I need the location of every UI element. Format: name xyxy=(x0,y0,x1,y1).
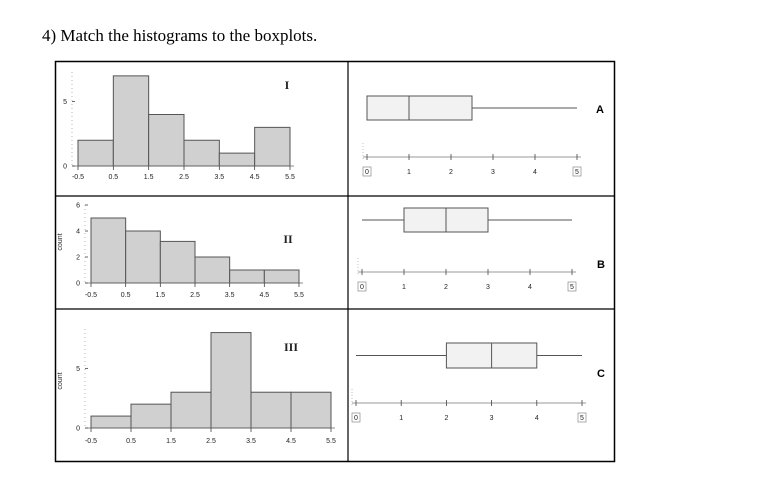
histogram-bar xyxy=(264,270,299,283)
histogram-bar xyxy=(230,270,265,283)
x-tick-label: 1.5 xyxy=(143,174,154,181)
histogram-bar xyxy=(195,257,230,283)
y-tick-label: 5 xyxy=(63,99,67,107)
boxplot-axis-label: 0 xyxy=(365,169,369,176)
boxplot-axis-label: 1 xyxy=(402,284,406,291)
boxplot-axis-label: 0 xyxy=(360,284,364,291)
box-c xyxy=(352,343,605,422)
boxplot-axis-label: 4 xyxy=(528,284,532,291)
x-tick-label: 4.5 xyxy=(249,174,260,181)
x-tick-label: 4.5 xyxy=(259,292,270,299)
histogram-roman-label: I xyxy=(284,78,290,92)
boxplot-axis-label: 1 xyxy=(407,169,411,176)
x-tick-label: -0.5 xyxy=(84,438,98,445)
histogram-bar xyxy=(149,114,184,166)
boxplot-axis-label: 3 xyxy=(491,169,495,176)
boxplot-axis-label: 1 xyxy=(399,415,404,422)
histogram-bar xyxy=(255,127,290,166)
y-tick-label: 4 xyxy=(76,228,80,236)
box-b xyxy=(358,208,605,291)
x-tick-label: 2.5 xyxy=(179,174,189,181)
boxplot-axis-label: 5 xyxy=(575,169,579,176)
x-tick-label: 5.5 xyxy=(326,438,336,445)
histogram-roman-label: II xyxy=(283,232,293,246)
box-a xyxy=(363,96,604,176)
x-tick-label: 3.5 xyxy=(224,292,235,299)
x-tick-label: 1.5 xyxy=(166,438,176,445)
x-tick-label: 4.5 xyxy=(286,438,296,445)
histogram-bar xyxy=(171,392,211,428)
question-title: 4) Match the histograms to the boxplots. xyxy=(42,26,318,45)
histogram-bar xyxy=(126,231,161,283)
boxplot-axis-label: 5 xyxy=(570,284,574,291)
y-tick-label: 0 xyxy=(63,163,67,171)
boxplot-axis-label: 3 xyxy=(489,415,494,422)
x-tick-label: -0.5 xyxy=(84,292,98,299)
histogram-bar xyxy=(91,416,131,428)
histogram-bar xyxy=(91,218,126,283)
histogram-bar xyxy=(78,140,113,166)
x-tick-label: 2.5 xyxy=(190,292,200,299)
hist-1 xyxy=(63,72,295,181)
boxplot-axis-label: 3 xyxy=(486,284,490,291)
y-axis-label: count xyxy=(57,372,64,390)
hist-3 xyxy=(57,329,336,445)
y-axis-label: count xyxy=(57,233,64,251)
x-tick-label: 5.5 xyxy=(285,174,295,181)
x-tick-label: 3.5 xyxy=(246,438,256,445)
hist-2 xyxy=(57,203,304,300)
y-tick-label: 5 xyxy=(76,365,80,373)
boxplot-axis-label: 0 xyxy=(354,415,358,422)
boxplot-letter-label: C xyxy=(597,368,605,380)
y-tick-label: 0 xyxy=(76,425,80,433)
histogram-bar xyxy=(184,140,219,166)
boxplot-axis-label: 4 xyxy=(534,415,539,422)
boxplot-axis-label: 2 xyxy=(449,169,453,176)
boxplot-box xyxy=(367,96,472,120)
x-tick-label: 1.5 xyxy=(155,292,166,299)
x-tick-label: -0.5 xyxy=(71,174,85,181)
histogram-bar xyxy=(219,153,254,166)
histogram-bar xyxy=(291,392,331,428)
x-tick-label: 0.5 xyxy=(126,438,136,445)
boxplot-letter-label: B xyxy=(597,259,605,271)
x-tick-label: 0.5 xyxy=(120,292,131,299)
y-tick-label: 0 xyxy=(76,280,80,288)
boxplot-axis-label: 4 xyxy=(533,169,537,176)
histogram-roman-label: III xyxy=(283,340,299,354)
histogram-bar xyxy=(211,333,251,428)
x-tick-label: 2.5 xyxy=(206,438,216,445)
boxplot-axis-label: 2 xyxy=(444,284,448,291)
histogram-bar xyxy=(251,392,291,428)
histogram-bar xyxy=(113,76,148,166)
histogram-bar xyxy=(131,404,171,428)
boxplot-axis-label: 2 xyxy=(444,415,449,422)
x-tick-label: 3.5 xyxy=(214,174,225,181)
histogram-bar xyxy=(160,241,195,283)
boxplot-letter-label: A xyxy=(596,104,604,116)
x-tick-label: 0.5 xyxy=(108,174,119,181)
boxplot-axis-label: 5 xyxy=(580,415,584,422)
y-tick-label: 2 xyxy=(76,254,80,262)
x-tick-label: 5.5 xyxy=(294,292,304,299)
y-tick-label: 6 xyxy=(76,202,80,210)
